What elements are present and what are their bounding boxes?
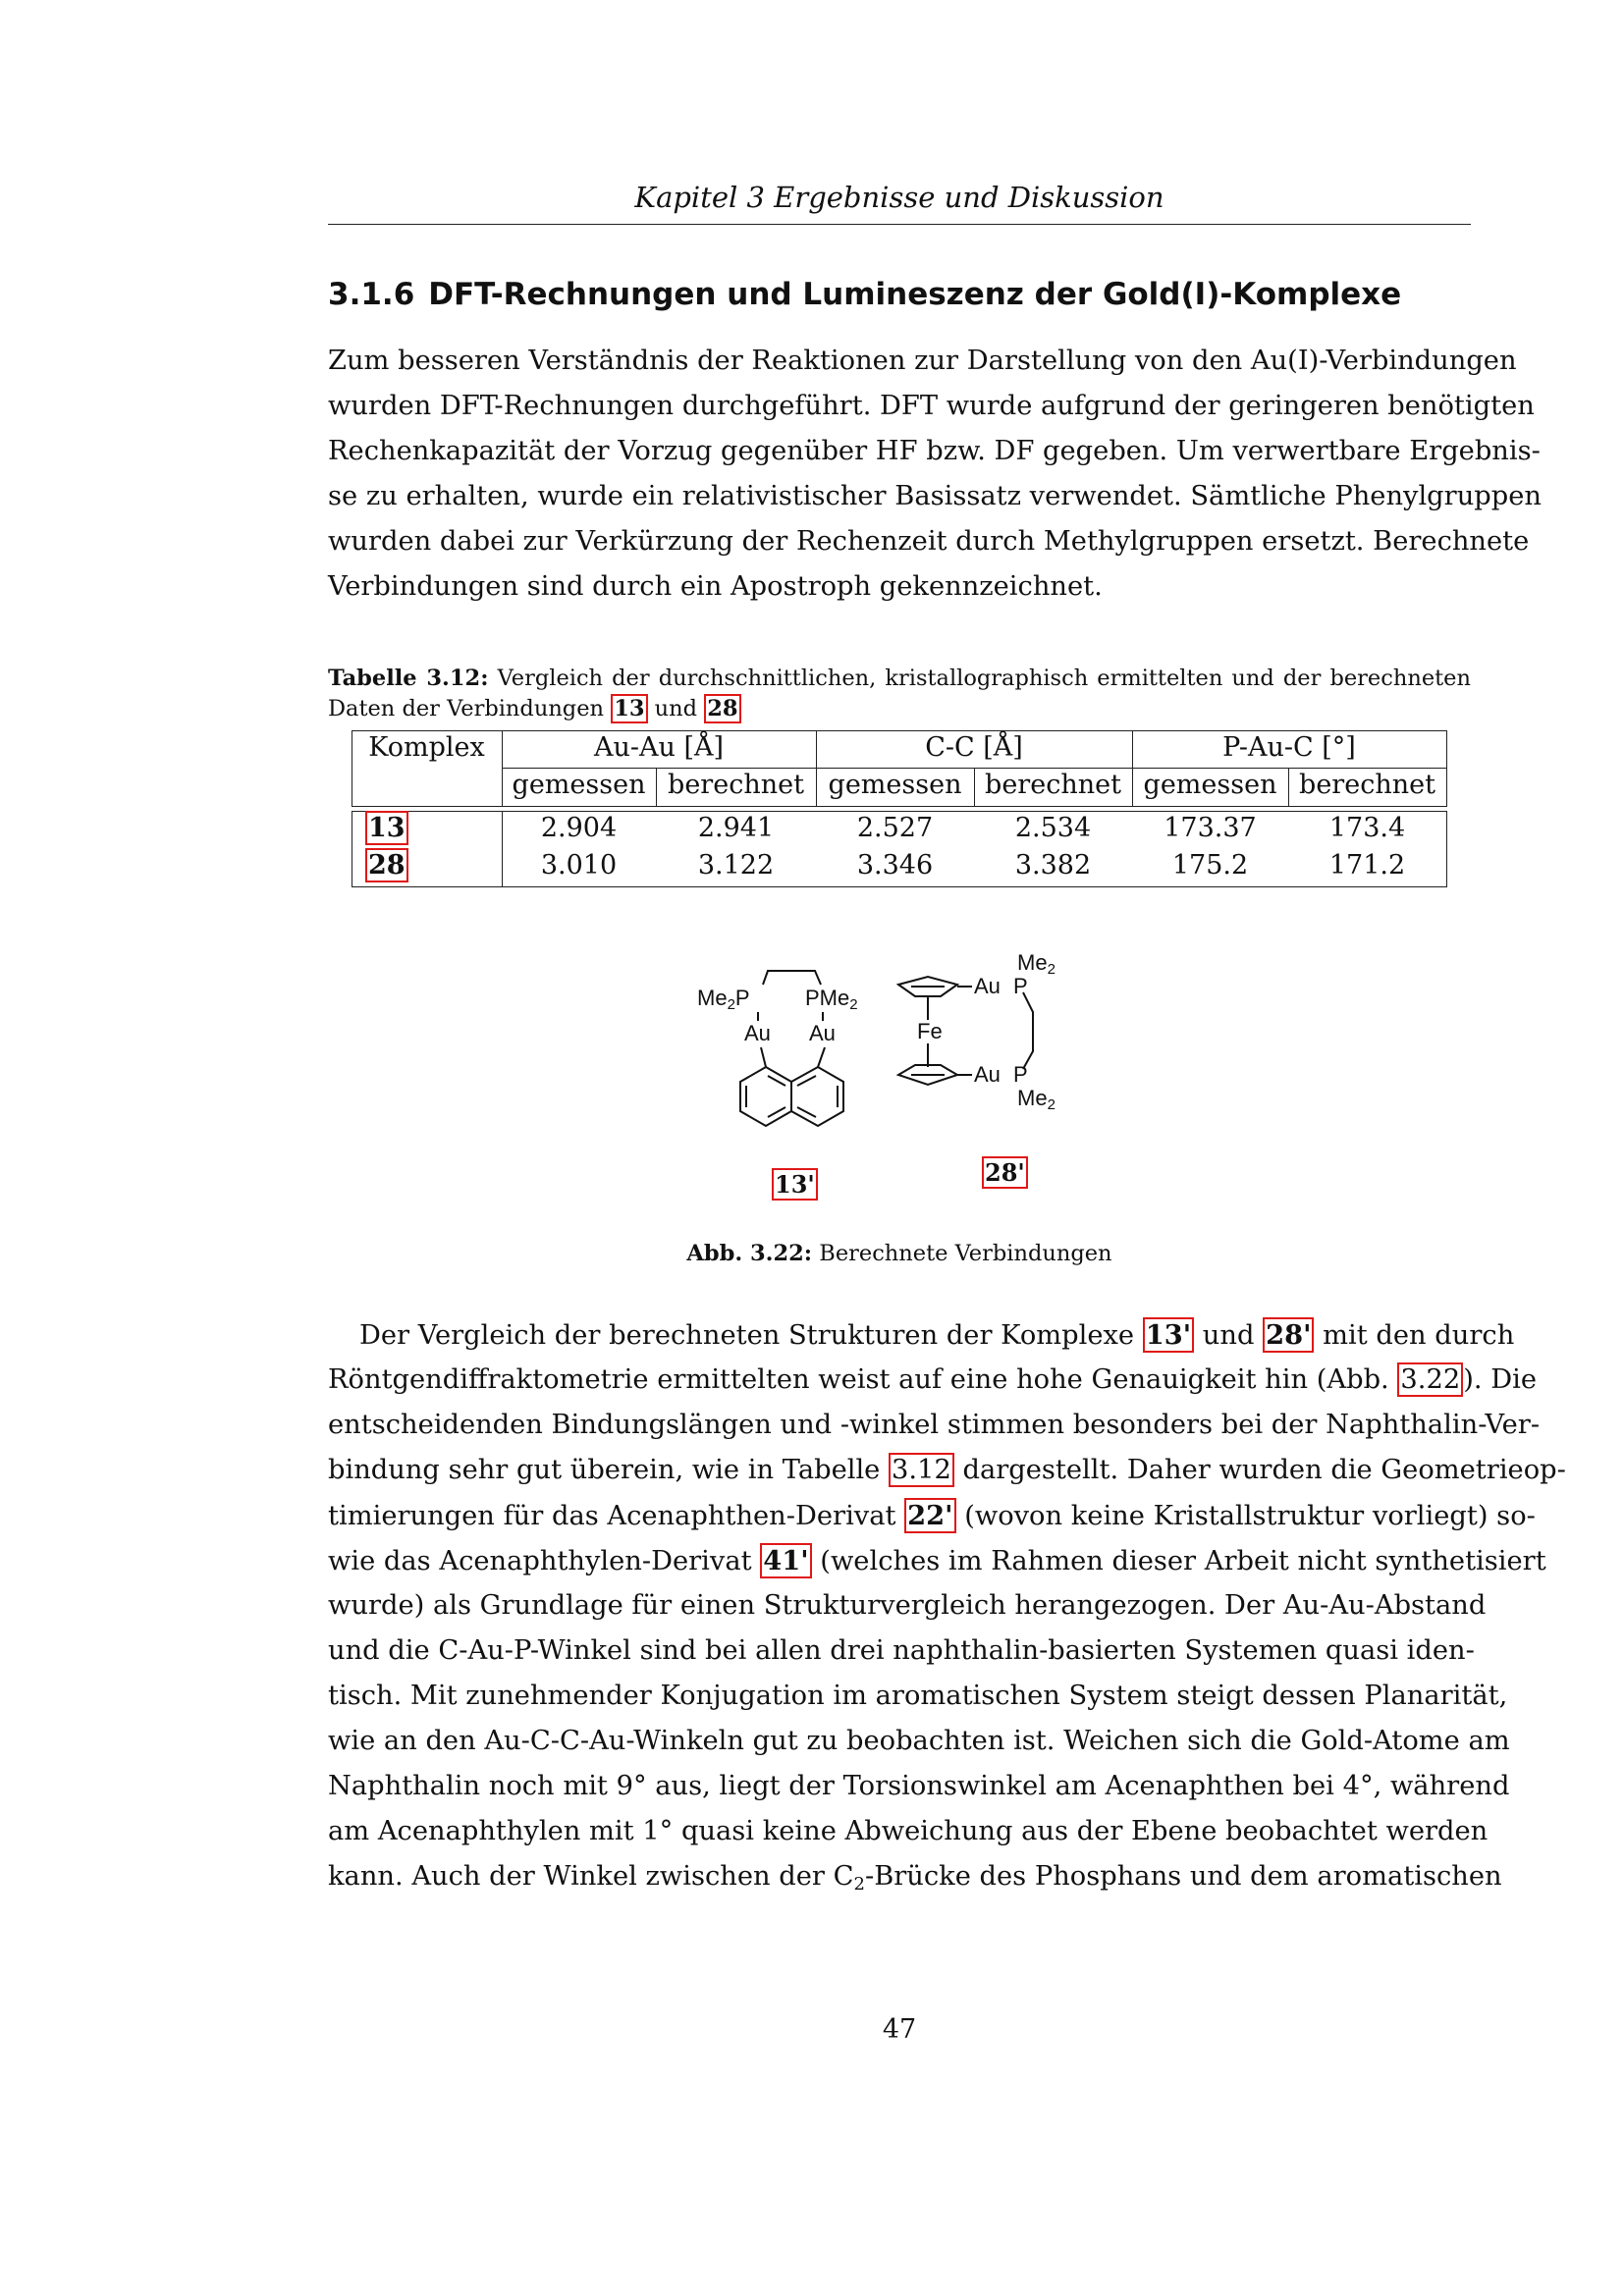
aromatic-ring	[791, 1067, 843, 1126]
running-header: Kapitel 3 Ergebnisse und Diskussion	[634, 181, 1164, 214]
table-cell: 3.122	[697, 850, 775, 881]
table-cell: 173.4	[1328, 813, 1406, 843]
bond	[818, 1047, 825, 1067]
table-header-komplex: Komplex	[368, 732, 485, 763]
paragraph-line: Verbindungen sind durch ein Apostroph gekennzeichnet.	[328, 571, 1103, 602]
table-cell: 2.534	[1014, 813, 1092, 843]
ethylene-bridge	[763, 971, 821, 985]
methyl-group-label: $Me_2$	[1017, 1086, 1056, 1113]
table-group-header: Au-Au [Å]	[593, 732, 725, 763]
phosphorus-atom-label: P	[1013, 974, 1028, 998]
iron-atom-label: Fe	[917, 1019, 943, 1043]
table-subheader: berechnet	[1299, 770, 1435, 800]
ethylene-bridge	[1023, 992, 1033, 1069]
compound-ref-link[interactable]: 13'	[1143, 1317, 1194, 1353]
pme2-text: PMe$_2$	[805, 986, 858, 1013]
text-run: timierungen für das Acenaphthen-Derivat	[328, 1501, 896, 1531]
figure-caption	[328, 1239, 1471, 1268]
text-run: (welches im Rahmen dieser Arbeit nicht synthetisiert	[820, 1546, 1546, 1576]
gold-atom-label: Au	[809, 1021, 836, 1045]
paragraph-line: wie an den Au-C-C-Au-Winkeln gut zu beobachten ist. Weichen sich die Gold-Atome am	[328, 1726, 1510, 1756]
paragraph-line	[328, 1448, 1566, 1493]
table-caption-text: und	[654, 696, 698, 721]
compound-ref-link[interactable]: 13	[611, 694, 647, 723]
pme2-label	[805, 987, 858, 1017]
me2p-text: $Me_2P$	[697, 986, 750, 1013]
paragraph-line: und die C-Au-P-Winkel sind bei allen drei naphthalin-basierten Systemen quasi iden-	[328, 1635, 1475, 1666]
text-run: kann. Auch der Winkel zwischen der C	[328, 1861, 854, 1892]
table-cell: 2.527	[856, 813, 934, 843]
table-row-label	[365, 811, 408, 846]
text-run: und	[1202, 1320, 1255, 1351]
compound-ref-link[interactable]: 41'	[760, 1543, 811, 1578]
me2p-label	[697, 987, 750, 1017]
section-number: 3.1.6	[328, 277, 415, 312]
paragraph-line	[328, 1538, 1546, 1583]
intro-paragraph	[328, 339, 1542, 610]
paragraph-line: tisch. Mit zunehmender Konjugation im aromatischen System steigt dessen Planarität,	[328, 1681, 1508, 1711]
paragraph-line	[328, 1493, 1536, 1538]
text-run: ). Die	[1463, 1364, 1537, 1395]
paragraph-line	[328, 1854, 1502, 1899]
figure-ref-link[interactable]: 3.22	[1397, 1362, 1463, 1397]
section-title-text: DFT-Rechnungen und Lumineszenz der Gold(I)-Komplexe	[428, 277, 1402, 312]
table-cell: 175.2	[1171, 850, 1249, 881]
gold-atom-label: Au	[974, 974, 1001, 998]
paragraph-line: Naphthalin noch mit 9° aus, liegt der Torsionswinkel am Acenaphthen bei 4°, während	[328, 1771, 1510, 1801]
text-run: wie das Acenaphthylen-Derivat	[328, 1546, 752, 1576]
table-subheader: gemessen	[1143, 770, 1277, 800]
table-cell: 2.941	[697, 813, 775, 843]
aromatic-ring	[740, 1067, 791, 1126]
phosphorus-atom-label: P	[1013, 1062, 1028, 1087]
table-subheader: berechnet	[668, 770, 804, 800]
paragraph-line	[328, 1312, 1515, 1358]
table-subheader: gemessen	[828, 770, 962, 800]
bond	[761, 1047, 766, 1067]
table-group-header: C-C [Å]	[925, 732, 1023, 763]
compound-ref-link[interactable]: 13	[365, 811, 408, 845]
compound-ref-link[interactable]: 28'	[982, 1156, 1028, 1189]
table-caption-text: Vergleich der durchschnittlichen, kristallographisch ermittelten und der berechneten	[497, 666, 1471, 691]
text-run: bindung sehr gut überein, wie in Tabelle	[328, 1455, 881, 1485]
table-caption-line	[328, 664, 1471, 694]
table-cell: 171.2	[1328, 850, 1406, 881]
compound-ref-link[interactable]: 28	[704, 694, 740, 723]
table-subheader: berechnet	[985, 770, 1121, 800]
chemical-structures-figure	[687, 950, 1119, 1222]
compound-label	[982, 1159, 1028, 1187]
compound-ref-link[interactable]: 22'	[904, 1498, 955, 1533]
table-ref-link[interactable]: 3.12	[889, 1453, 954, 1487]
table-caption	[328, 664, 1471, 724]
table-cell: 3.010	[540, 850, 618, 881]
paragraph-line: Rechenkapazität der Vorzug gegenüber HF bzw. DF gegeben. Um verwertbare Ergebnis-	[328, 436, 1541, 466]
text-run: dargestellt. Daher wurden die Geometrieop-	[962, 1455, 1566, 1485]
table-caption-line	[328, 694, 1471, 724]
paragraph-line: Zum besseren Verständnis der Reaktionen zur Darstellung von den Au(I)-Verbindungen	[328, 346, 1517, 376]
paragraph-line: wurden dabei zur Verkürzung der Rechenzeit durch Methylgruppen ersetzt. Berechnete	[328, 526, 1530, 557]
subscript: 2	[853, 1874, 865, 1895]
text-run: mit den durch	[1323, 1320, 1515, 1351]
compound-ref-link[interactable]: 13'	[772, 1168, 818, 1201]
methyl-group-label: $Me_2$	[1017, 950, 1056, 978]
header-rule	[328, 224, 1471, 225]
table-row-label	[365, 848, 408, 883]
paragraph-line: entscheidenden Bindungslängen und -winkel stimmen besonders bei der Naphthalin-Ver-	[328, 1410, 1541, 1440]
page-number: 47	[882, 2014, 917, 2045]
text-run: Der Vergleich der berechneten Strukturen der Komplexe	[359, 1320, 1135, 1351]
figure-caption-label: Abb. 3.22:	[686, 1241, 813, 1266]
table-cell: 173.37	[1164, 813, 1257, 843]
text-run: Röntgendiffraktometrie ermittelten weist auf eine hohe Genauigkeit hin (Abb.	[328, 1364, 1389, 1395]
compound-ref-link[interactable]: 28'	[1263, 1317, 1314, 1353]
table-group-header: P-Au-C [°]	[1222, 732, 1356, 763]
gold-atom-label: Au	[974, 1062, 1001, 1087]
paragraph-line	[328, 1358, 1537, 1403]
text-run: -Brücke des Phosphans und dem aromatischen	[864, 1861, 1502, 1892]
compound-label	[772, 1171, 818, 1199]
table-cell: 2.904	[540, 813, 618, 843]
figure-caption-text: Berechnete Verbindungen	[819, 1241, 1112, 1266]
compound-ref-link[interactable]: 28	[365, 848, 408, 882]
gold-atom-label: Au	[744, 1021, 771, 1045]
text-run: (wovon keine Kristallstruktur vorliegt) so-	[964, 1501, 1536, 1531]
table-subheader: gemessen	[512, 770, 646, 800]
section-heading	[328, 275, 1471, 314]
discussion-paragraph	[328, 1312, 1566, 1899]
table-cell: 3.382	[1014, 850, 1092, 881]
table-caption-label: Tabelle 3.12:	[328, 666, 489, 691]
table-cell: 3.346	[856, 850, 934, 881]
paragraph-line: se zu erhalten, wurde ein relativistischer Basissatz verwendet. Sämtliche Phenylgruppen	[328, 481, 1542, 511]
table-caption-text: Daten der Verbindungen	[328, 696, 605, 721]
paragraph-line: am Acenaphthylen mit 1° quasi keine Abweichung aus der Ebene beobachtet werden	[328, 1816, 1489, 1846]
paragraph-line: wurde) als Grundlage für einen Strukturvergleich herangezogen. Der Au-Au-Abstand	[328, 1590, 1487, 1621]
paragraph-line: wurden DFT-Rechnungen durchgeführt. DFT wurde aufgrund der geringeren benötigten	[328, 391, 1535, 421]
